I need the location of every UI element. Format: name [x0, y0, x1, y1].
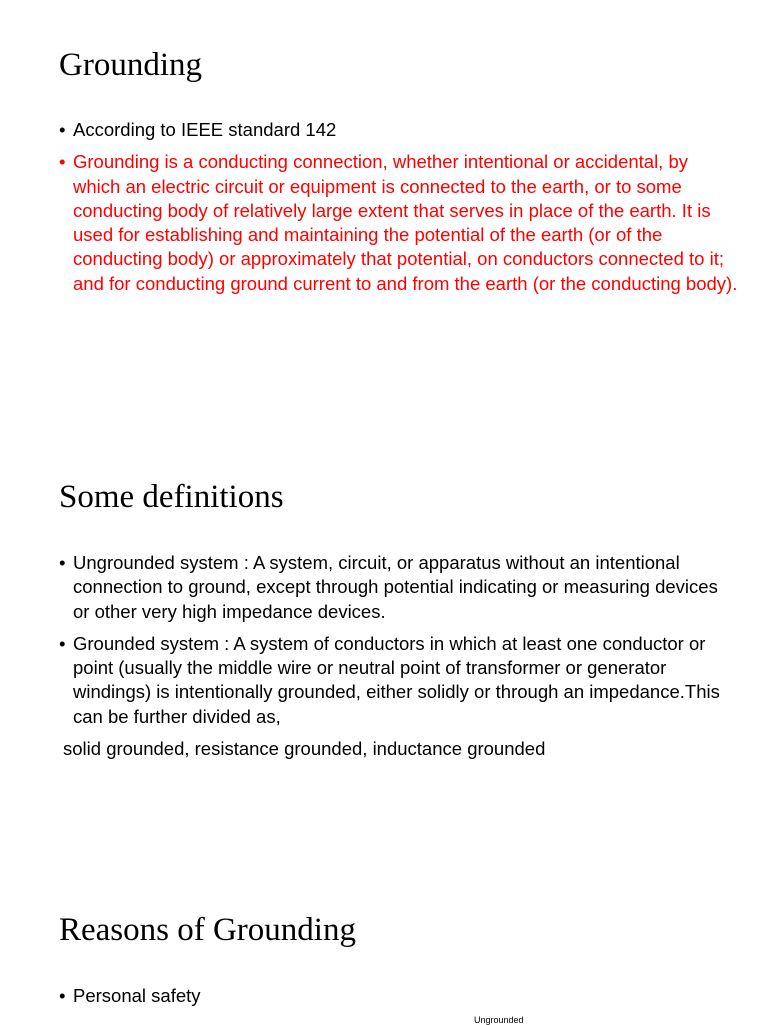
bullet-item	[59, 118, 739, 142]
bullet-icon: •	[59, 119, 66, 140]
bullet-icon: •	[59, 632, 66, 654]
bullet-item	[59, 551, 739, 624]
bullet-icon: •	[59, 985, 66, 1006]
bullet-text: Grounded system : A system of conductors in which at least one conductor or point (usually the middle wire or neutral point of transformer or generator windings) is intentionally grounded, either solidly or through an impedance.This can be further divided as,	[73, 632, 720, 727]
bullet-list	[59, 551, 739, 737]
bullet-icon: •	[59, 552, 66, 573]
bullet-text: Grounding is a conducting connection, whether intentional or accidental, by which an electric circuit or equipment is connected to the earth, or to some conducting body of relatively large extent that serves in place of the earth. It is used for establishing and maintaining the potential of the earth (or of the conducting body) or approximately that potential, on conductors connected to it; and for conducting ground current to and from the earth (or the conducting body).	[73, 151, 738, 294]
bullet-text: Ungrounded system : A system, circuit, or apparatus without an intentional connection to ground, except through potential indicating or measuring devices or other very high impedance devices.	[73, 552, 718, 622]
bullet-item	[59, 984, 739, 1008]
grounding-types-line: solid grounded, resistance grounded, inductance grounded	[63, 738, 546, 759]
slide-reasons-of-grounding	[0, 864, 768, 1024]
bullet-list	[59, 984, 739, 1016]
slide-title: Some definitions	[59, 479, 284, 515]
figure-label-ungrounded: Ungrounded	[474, 1015, 524, 1025]
slide-grounding	[0, 0, 768, 432]
slide-some-definitions	[0, 432, 768, 864]
bullet-list	[59, 118, 739, 304]
bullet-icon: •	[59, 151, 66, 173]
bullet-item-definition	[59, 150, 739, 296]
slide-title: Reasons of Grounding	[59, 912, 356, 948]
bullet-text: Personal safety	[73, 985, 201, 1006]
bullet-text: According to IEEE standard 142	[73, 119, 337, 140]
slide-title: Grounding	[59, 47, 202, 83]
bullet-item	[59, 632, 739, 729]
